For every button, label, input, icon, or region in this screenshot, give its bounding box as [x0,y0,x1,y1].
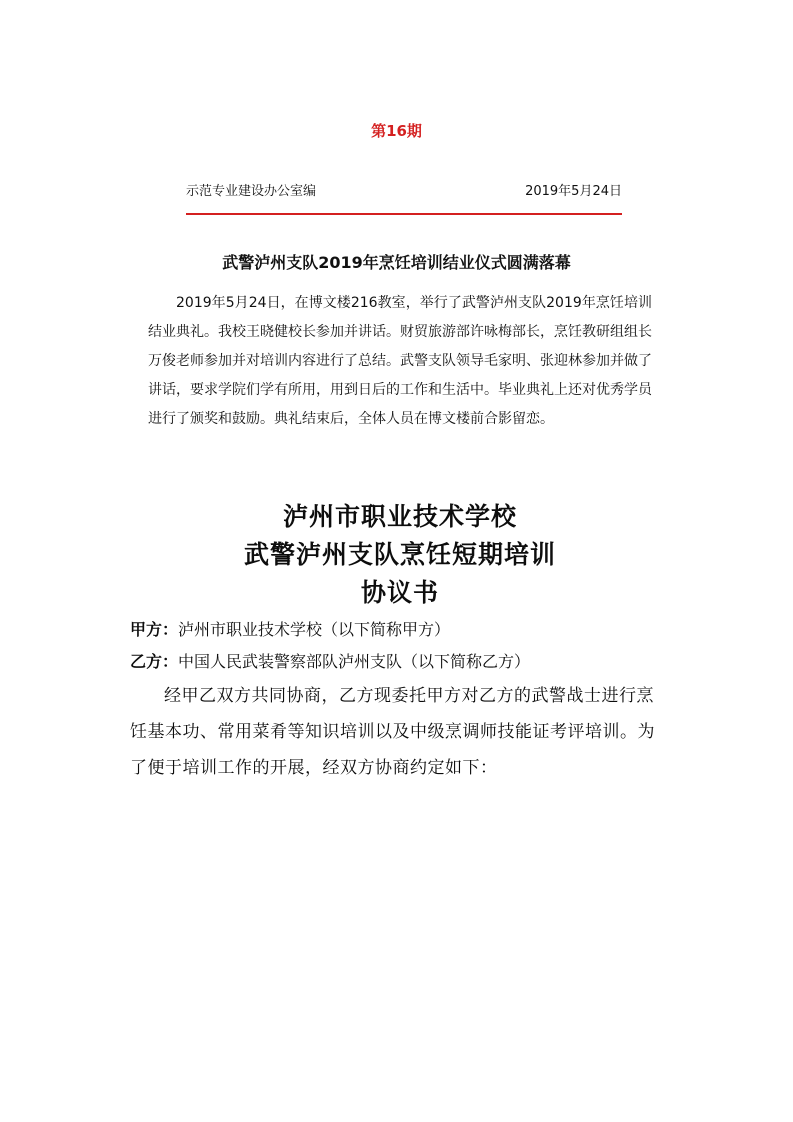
party-b [130,646,670,678]
agreement-title-training: 武警泸州支队烹饪短期培训 [243,540,556,569]
agreement-paragraph: 经甲乙双方共同协商，乙方现委托甲方对乙方的武警战士进行烹饪基本功、常用菜肴等知识培训以及中级烹调师技能证考评培训。为了便于培训工作的开展，经双方协商约定如下： [130,686,655,778]
party-a-text: 泸州市职业技术学校（以下简称甲方） [178,620,451,639]
article-headline: 武警泸州支队2019年烹饪培训结业仪式圆满落幕 [222,253,571,272]
agreement-title-school: 泸州市职业技术学校 [282,502,517,531]
party-b-text: 中国人民武装警察部队泸州支队（以下简称乙方） [178,652,531,671]
masthead-row [186,180,622,198]
red-divider [186,213,622,215]
publish-date: 2019年5月24日 [525,184,622,199]
party-b-label: 乙方： [130,652,179,671]
scanned-agreement [130,498,670,808]
party-a-label: 甲方： [130,620,179,639]
issue-number: 第16期 [371,122,422,140]
party-a [130,614,670,646]
article-body: 2019年5月24日，在博文楼216教室，举行了武警泸州支队2019年烹饪培训结业典礼。我校王晓健校长参加并讲话。财贸旅游部许咏梅部长，烹饪教研组组长万俊老师参加并对培训内容进行了总结。武警支队领导毛家明、张迎林参加并做了讲话，要求学院们学有所用，用到日后的工作和生活中。毕业典礼上还对优秀学员进行了颁奖和鼓励。典礼结束后，全体人员在博文楼前合影留恋。 [148,295,652,427]
editor-office: 示范专业建设办公室编 [186,184,317,199]
agreement-title-doc: 协议书 [360,578,439,607]
